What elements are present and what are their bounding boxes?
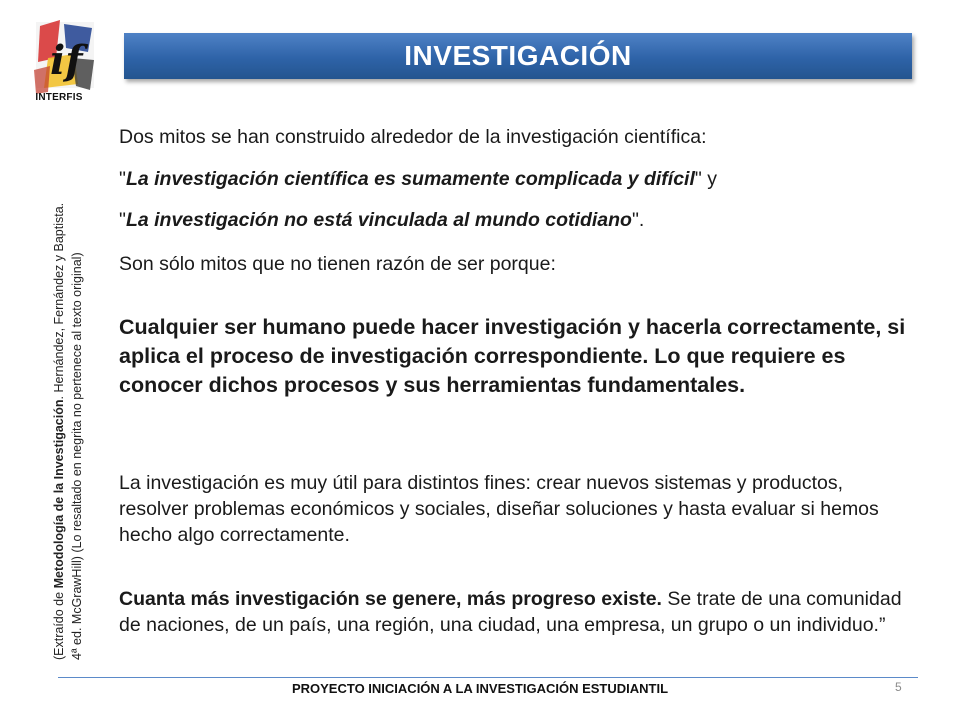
source-book-title: Metodología de la Investigación xyxy=(52,399,66,589)
myth-2-close: ". xyxy=(631,209,645,231)
footer-project-title: PROYECTO INICIACIÓN A LA INVESTIGACIÓN ESTUDIANTIL xyxy=(291,681,669,696)
logo-mark: if xyxy=(50,37,83,84)
progress-highlight: Cuanta más investigación se genere, más progreso existe. xyxy=(119,588,662,610)
source-prefix: (Extraído de xyxy=(52,588,66,660)
myth-1-text: La investigación científica es sumamente complicada y difícil xyxy=(125,168,695,190)
page-number: 5 xyxy=(895,680,902,694)
key-statement: Cualquier ser humano puede hacer investigación y hacerla correctamente, si aplica el proceso de investigación correspondiente. Lo que requiere es conocer dichos procesos y sus herramientas fundamentales. xyxy=(119,315,906,397)
myth-2-text: La investigación no está vinculada al mundo cotidiano xyxy=(125,209,632,231)
page-title: INVESTIGACIÓN xyxy=(404,40,632,71)
interfis-logo xyxy=(30,18,100,100)
logo-label: INTERFIS xyxy=(35,92,83,103)
intro-paragraph: Dos mitos se han construido alrededor de la investigación científica: xyxy=(119,126,707,148)
quote-open: " xyxy=(119,168,126,190)
footer-divider xyxy=(58,677,918,678)
myths-conclusion: Son sólo mitos que no tienen razón de ser porque: xyxy=(119,253,556,275)
source-note-line-1 xyxy=(50,140,68,660)
source-authors: . Hernández, Fernández y Baptista. xyxy=(52,202,66,400)
myth-1-close: " y xyxy=(694,168,717,190)
source-note xyxy=(50,140,90,660)
title-banner xyxy=(124,33,912,79)
source-note-line-2: 4ª ed. McGrawHill) (Lo resaltado en negrita no pertenece al texto original) xyxy=(70,252,84,660)
myth-1 xyxy=(119,166,717,192)
quote-open: " xyxy=(119,209,126,231)
progress-paragraph xyxy=(119,586,909,638)
usefulness-paragraph: La investigación es muy útil para distintos fines: crear nuevos sistemas y productos, resolver problemas económicos y sociales, diseñar soluciones y hasta evaluar si hemos hecho algo correctamente. xyxy=(119,472,879,546)
myth-2 xyxy=(119,207,644,233)
progress-rest: Se trate de una comunidad de naciones, de un país, una región, una ciudad, una empresa, un grupo o un individuo.” xyxy=(119,588,902,636)
